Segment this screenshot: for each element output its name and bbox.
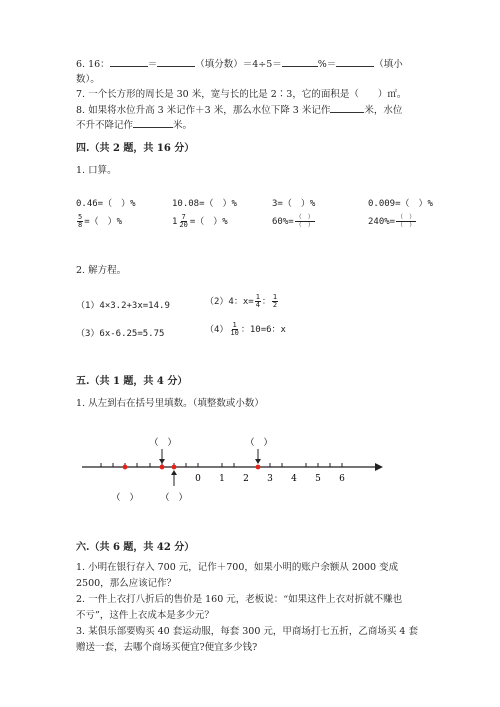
q6-continuation: 数）。 [76,74,100,85]
blank-8a[interactable] [330,102,364,113]
solve-equation-heading: 2. 解方程。 [76,265,127,276]
oral-b: 10.08=（ ）% [172,199,237,209]
blank-6d[interactable] [336,56,374,67]
tick-label: 4 [291,474,297,484]
equation-1: （1）4×3.2+3x=14.9 [76,301,170,311]
equation-4: （4） $\frac{1}{10}$ ：10=6：x [205,321,286,337]
oral-h: 240%= $\frac{( )}{( )}$ [368,214,416,229]
oral-g: 60%= $\frac{( )}{( )}$ [272,214,314,229]
number-line-figure [70,428,390,508]
section-6-title: 六.（共 6 题，共 42 分） [76,542,195,553]
down-arrow-head [255,459,261,464]
q8-line-2: 不升不降记作 米。 [76,117,192,133]
paren-fraction: $\frac{( )}{( )}$ [295,214,314,229]
tick-label: 6 [339,474,345,484]
marked-point [172,465,177,470]
oral-d: 0.009=（ ）% [368,199,433,209]
answer-paren-top-1[interactable]: （ ） [149,438,177,448]
up-arrow-head [171,470,177,475]
blank-6a[interactable] [110,56,148,67]
answer-paren-bottom-2[interactable]: （ ） [160,493,188,503]
fraction: $\frac{1}{4}$ [255,293,260,309]
tick-marks [101,463,342,467]
marked-point [256,465,261,470]
answer-paren-top-2[interactable]: （ ） [245,438,273,448]
oral-calc-heading: 1. 口算。 [76,165,117,176]
problem-line: 不亏”，这件上衣成本是多少元？ [76,610,214,621]
tick-label: 2 [243,474,249,484]
blank-8b[interactable] [133,117,173,128]
q6-line: 6. 16： ＝ （填分数）＝4÷5＝ %＝ （填小 [76,56,403,72]
tick-label: 1 [219,474,225,484]
problem-line: 3. 某俱乐部要购买 40 套运动服，每套 300 元，甲商场打七五折，乙商场买 4 套 [76,626,418,637]
paren-fraction: $\frac{( )}{( )}$ [397,214,416,229]
problem-line: 2. 一件上衣打八折后的售价是 160 元，老板说：“如果这件上衣对折就不赚也 [76,594,403,605]
tick-label: 3 [267,474,273,484]
axis-arrowhead [375,463,383,471]
blank-6c[interactable] [282,56,318,67]
fraction: $\frac{1}{2}$ [272,293,278,309]
oral-f: 1 $\frac{7}{20}$ =（ ）% [172,213,228,229]
q7-line: 7. 一个长方形的周长是 30 米，宽与长的比是 2∶3，它的面积是（ ）㎡。 [76,89,407,100]
problem-line: 赠送一套，去哪个商场买便宜?便宜多少钱? [76,642,258,653]
section-5-title: 五.（共 1 题，共 4 分） [76,376,188,387]
equation-3: （3）6x-6.25=5.75 [76,329,165,339]
section-4-title: 四.（共 2 题，共 16 分） [76,143,195,154]
problem-line: 1. 小明在银行存入 700 元，记作＋700，如果小明的账户余额从 2000 变成 [76,562,399,573]
equation-2: （2）4：x= $\frac{1}{4}$ ： $\frac{1}{2}$ [205,293,278,309]
q8-line: 8. 如果将水位升高 3 米记作＋3 米，那么水位下降 3 米记作 米，水位 [76,102,402,118]
number-line-instruction: 1. 从左到右在括号里填数。（填整数或小数） [76,398,264,409]
oral-e: $\frac{5}{8}$ =（ ）% [78,213,123,229]
oral-a: 0.46=（ ）% [76,199,136,209]
answer-paren-bottom-1[interactable]: （ ） [111,493,139,503]
oral-c: 3=（ ）% [272,199,316,209]
fraction: $\frac{7}{20}$ [179,213,188,229]
down-arrow-head [159,459,165,464]
marked-point [160,465,165,470]
blank-6b[interactable] [157,56,195,67]
tick-label: 5 [315,474,321,484]
tick-label: 0 [195,474,201,484]
marked-point [123,465,128,470]
fraction: $\frac{5}{8}$ [78,213,83,229]
problem-line: 2500，那么应该记作？ [76,578,177,589]
fraction: $\frac{1}{10}$ [230,321,239,337]
